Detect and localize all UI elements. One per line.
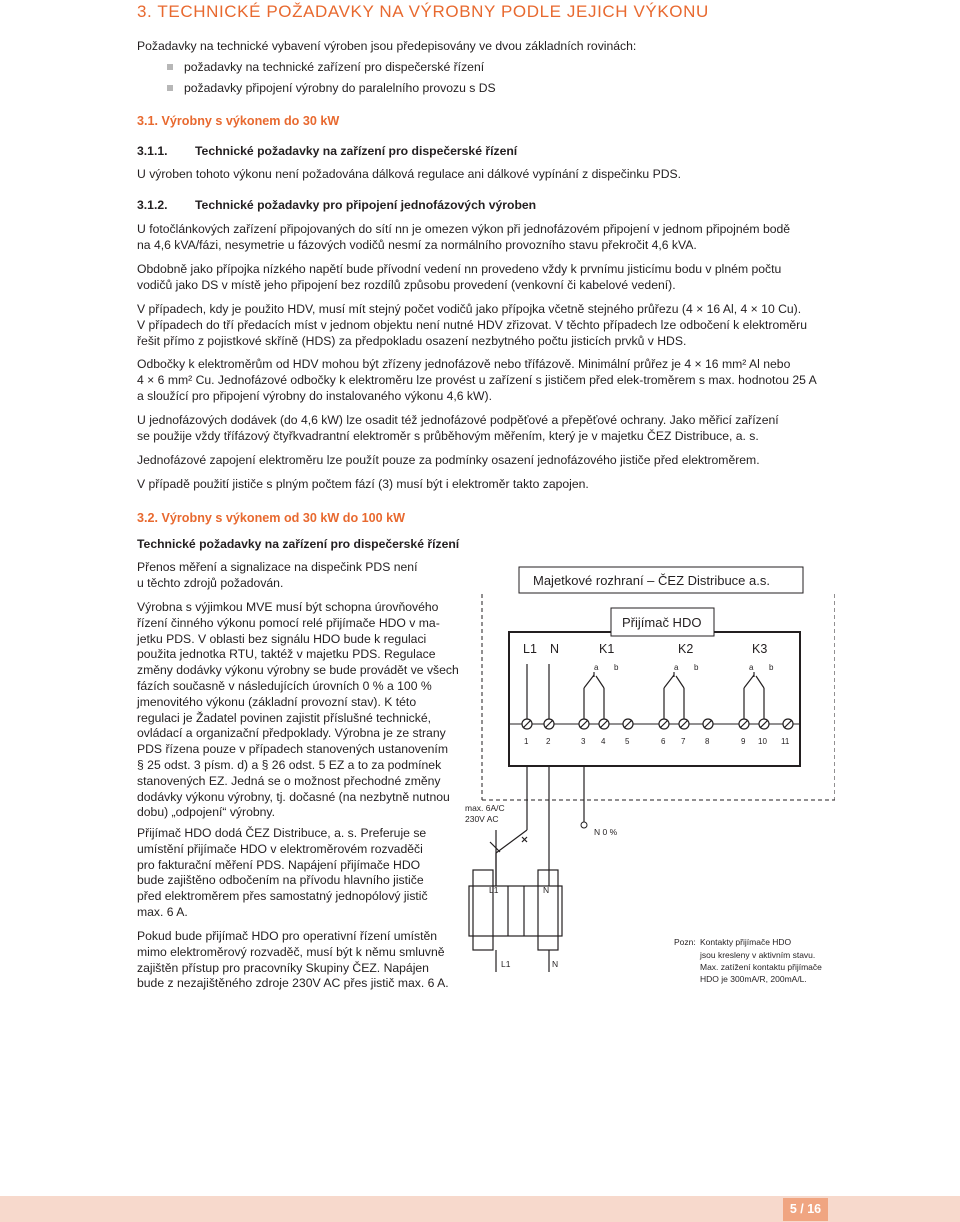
paragraph-1: U fotočlánkových zařízení připojovaných do sítí nn je omezen výkon při jednofázovém připojení v jednom připojném bodě na 4,6 kVA/fázi, nesymetrie u fázových vodičů nesmí za normálního provozního stavu překročit 4,6 kVA. (137, 222, 791, 252)
hdo-wiring-diagram (455, 560, 835, 990)
svg-text:5: 5 (625, 737, 630, 746)
intro-text: Požadavky na technické vybavení výroben jsou předepisovány ve dvou základních rovinách: (137, 39, 637, 53)
paragraph-6: Jednofázové zapojení elektroměru lze použít pouze za podmínky osazení jednofázového jističe před elektroměrem. (137, 453, 760, 467)
label-l1: L1 (523, 642, 537, 656)
note-label: Pozn: (674, 937, 696, 947)
svg-text:10: 10 (758, 737, 767, 746)
receiver-label: Přijímač HDO (622, 615, 702, 630)
terminal-numbers (524, 737, 790, 746)
boundary-label: Majetkové rozhraní – ČEZ Distribuce a.s. (533, 573, 770, 588)
note-line: Max. zatížení kontaktu přijímače (700, 962, 822, 972)
block-label-n: N (543, 885, 550, 895)
paragraph-2: Obdobně jako přípojka nízkého napětí bude přívodní vedení nn provedeno vždy k prvnímu jisticímu bodu v plném počtu vodičů jako DS v místě jeho připojení bez rozdílů způsobu provedení (venkovní či kabelové vedení). (137, 262, 782, 292)
svg-text:3: 3 (581, 737, 586, 746)
contact-label-b: b (614, 663, 619, 672)
section-3-1-1-text: U výroben tohoto výkonu není požadována dálková regulace ani dálkové vypínání z dispečinku PDS. (137, 167, 682, 181)
paragraph-5: U jednofázových dodávek (do 4,6 kW) lze osadit též jednofázové podpěťové a přepěťové ochrany. Jako měřicí zařízení se použije vždy třífázový čtyřkvadrantní elektroměr s průběhovým měřením, který je v majetku ČEZ Distribuce, a. s. (137, 413, 779, 443)
contact-label-a: a (594, 663, 599, 672)
label-k1: K1 (599, 642, 615, 656)
bullet-square-icon (167, 85, 173, 91)
svg-text:9: 9 (741, 737, 746, 746)
bullet-item: požadavky na technické zařízení pro dispečerské řízení (167, 60, 484, 76)
output-terminal-n0 (581, 822, 587, 828)
main-switch-block (469, 830, 562, 972)
supply-label-n: N (552, 959, 559, 969)
column-paragraph-3: Přijímač HDO dodá ČEZ Distribuce, a. s. Preferuje se umístění přijímače HDO v elektroměrovém rozvaděči pro fakturační měření PDS. Napájení přijímače HDO bude zajištěno odbočením na přívodu hlavního jističe před elektroměrem přes samostatný jednopólový jistič max. 6 A. (137, 826, 428, 919)
block-label-l1: L1 (489, 885, 499, 895)
svg-text:1: 1 (524, 737, 529, 746)
section-3-2-title: 3.2. Výrobny s výkonem od 30 kW do 100 kW (137, 511, 406, 525)
contact-k1 (584, 672, 604, 721)
contact-label-a: a (749, 663, 754, 672)
label-k2: K2 (678, 642, 694, 656)
bullet-square-icon (167, 64, 173, 70)
n0-label: N 0 % (594, 827, 618, 837)
paragraph-7: V případě použití jističe s plným počtem fází (3) musí být i elektroměr takto zapojen. (137, 477, 589, 491)
page-number: 5 / 16 (783, 1198, 828, 1221)
supply-label-l1: L1 (501, 959, 511, 969)
section-3-1-2-title: 3.1.2. Technické požadavky pro připojení jednofázových výroben (137, 198, 537, 212)
svg-text:11: 11 (781, 737, 790, 746)
contact-label-a: a (674, 663, 679, 672)
note-line: Kontakty přijímače HDO (700, 937, 792, 947)
svg-text:6: 6 (661, 737, 666, 746)
column-paragraph-2: Výrobna s výjimkou MVE musí být schopna úrovňového řízení činného výkonu pomocí relé přijímače HDO v ma- jetku PDS. V oblasti bez signálu HDO bude k regulaci použita jednotka RTU, taktéž v majetku PDS. Regulace změny dodávky výkonu výrobny se bude provádět ve všech fázích současně v následujících úrovních 0 % a 100 % jmenovitého výkonu (základní provozní stav). K této regulaci je Žadatel povinen zajistit příslušné technické, ovládací a organizační předpoklady. Výrobna je ze strany PDS řízena pouze v případech stanovených ustanovením § 25 odst. 3 písm. d) a § 26 odst. 5 EZ a to za podmínek stanovených EZ. Jedná se o možnost přechodné změny dodávky výkonu výrobny, tj. dočasné (na nezbytně nutnou dobu) „odpojení“ výrobny. (137, 600, 459, 820)
svg-text:7: 7 (681, 737, 686, 746)
bullet-item: požadavky připojení výrobny do paralelního provozu s DS (167, 81, 496, 97)
label-k3: K3 (752, 642, 768, 656)
paragraph-4: Odbočky k elektroměrům od HDV mohou být zřízeny jednofázově nebo třífázově. Minimální průřez je 4 × 16 mm² Al nebo 4 × 6 mm² Cu. Jednofázové odbočky k elektroměru lze provést u zařízení s jističem před elek-troměrem s max. hodnotou 25 A a sloužící pro připojení výrobny do instalovaného výkonu 4,6 kW). (137, 357, 817, 403)
column-paragraph-4: Pokud bude přijímač HDO pro operativní řízení umístěn mimo elektroměrový rozvaděč, musí být k němu smluvně zajištěn přístup pro pracovníky Skupiny ČEZ. Napájen bude z nezajištěného zdroje 230V AC přes jistič max. 6 A. (137, 929, 449, 991)
contact-label-b: b (769, 663, 774, 672)
breaker-label-1: max. 6A/C (465, 803, 505, 813)
section-3-2-subtitle: Technické požadavky na zařízení pro dispečerské řízení (137, 537, 460, 551)
svg-text:8: 8 (705, 737, 710, 746)
svg-text:4: 4 (601, 737, 606, 746)
column-paragraph-1: Přenos měření a signalizace na dispečink PDS není u těchto zdrojů požadován. (137, 560, 418, 590)
contact-label-b: b (694, 663, 699, 672)
note-line: HDO je 300mA/R, 200mA/L. (700, 974, 807, 984)
section-3-1-title: 3.1. Výrobny s výkonem do 30 kW (137, 114, 340, 128)
svg-text:2: 2 (546, 737, 551, 746)
label-n: N (550, 642, 560, 656)
paragraph-3: V případech, kdy je použito HDV, musí mít stejný počet vodičů jako přípojka včetně stejného průřezu (4 × 16 Al, 4 × 10 Cu). V případech do tří předacích míst v jednom objektu není nutné HDV zřizovat. V těchto případech lze odbočení k elektroměru řešit přímo z pojistkové skříně (HDS) za předpokladu osazení nezbytného počtu jisticích prvků v HDS. (137, 302, 807, 348)
note-line: jsou kresleny v aktivním stavu. (700, 950, 816, 960)
contact-k3 (744, 672, 764, 721)
contact-k2 (664, 672, 684, 721)
section-heading: 3. TECHNICKÉ POŽADAVKY NA VÝROBNY PODLE JEJICH VÝKONU (137, 2, 709, 21)
section-3-1-1-title: 3.1.1. Technické požadavky na zařízení pro dispečerské řízení (137, 144, 518, 158)
breaker-label-2: 230V AC (465, 814, 499, 824)
